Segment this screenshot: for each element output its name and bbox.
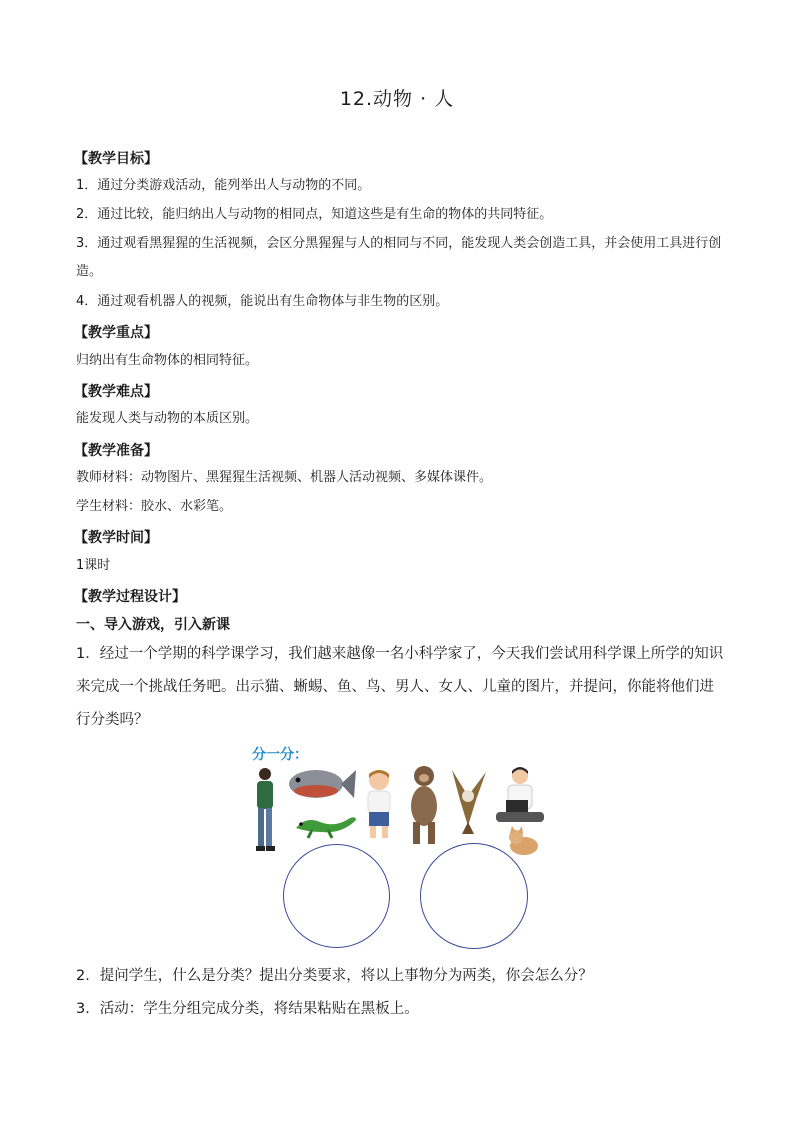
key-point-text: 归纳出有生命物体的相同特征。 bbox=[76, 353, 259, 368]
cat-picture bbox=[506, 826, 542, 856]
objective-item-1: 1．通过分类游戏活动，能列举出人与动物的不同。 bbox=[76, 178, 371, 193]
preparation-student: 学生材料：胶水、水彩笔。 bbox=[76, 499, 233, 514]
classification-circle-left bbox=[283, 844, 390, 948]
classification-figure bbox=[248, 740, 548, 950]
difficulty-heading: 【教学难点】 bbox=[74, 384, 158, 400]
man-picture bbox=[492, 766, 548, 828]
objective-item-3: 3．通过观看黑猩猩的生活视频，会区分黑猩猩与人的相同与不同，能发现人类会创造工具，并会使用工具进行创造。 bbox=[76, 236, 722, 279]
key-point-heading: 【教学重点】 bbox=[74, 325, 158, 341]
monkey-picture bbox=[404, 764, 444, 846]
classification-circle-right bbox=[420, 843, 528, 949]
process-subheading: 一、导入游戏，引入新课 bbox=[76, 617, 230, 633]
lizard-picture bbox=[292, 808, 358, 840]
process-step-2: 2．提问学生，什么是分类？提出分类要求，将以上事物分为两类，你会怎么分？ bbox=[76, 968, 593, 984]
objective-item-2: 2．通过比较，能归纳出人与动物的相同点，知道这些是有生命的物体的共同特征。 bbox=[76, 207, 553, 222]
preparation-heading: 【教学准备】 bbox=[74, 443, 158, 459]
process-step-3: 3．活动：学生分组完成分类，将结果粘贴在黑板上。 bbox=[76, 1001, 419, 1017]
preparation-teacher: 教师材料：动物图片、黑猩猩生活视频、机器人活动视频、多媒体课件。 bbox=[76, 470, 493, 485]
woman-picture bbox=[250, 766, 280, 854]
objectives-heading: 【教学目标】 bbox=[74, 151, 158, 167]
process-step-1: 1．经过一个学期的科学课学习，我们越来越像一名小科学家了，今天我们尝试用科学课上所学的知识来完成一个挑战任务吧。出示猫、蜥蜴、鱼、鸟、男人、女人、儿童的图片，并提问，你能将他们进行分类吗？ bbox=[76, 646, 724, 728]
difficulty-text: 能发现人类与动物的本质区别。 bbox=[76, 411, 259, 426]
objective-item-4: 4．通过观看机器人的视频，能说出有生命物体与非生物的区别。 bbox=[76, 294, 449, 309]
time-text: 1课时 bbox=[76, 558, 111, 573]
child-picture bbox=[358, 768, 400, 842]
time-heading: 【教学时间】 bbox=[74, 530, 158, 546]
figure-label: 分一分： bbox=[252, 747, 308, 763]
eagle-picture bbox=[446, 766, 490, 836]
page-title: 12.动物 · 人 bbox=[339, 88, 455, 110]
fish-picture bbox=[286, 764, 356, 804]
process-heading: 【教学过程设计】 bbox=[74, 589, 186, 605]
